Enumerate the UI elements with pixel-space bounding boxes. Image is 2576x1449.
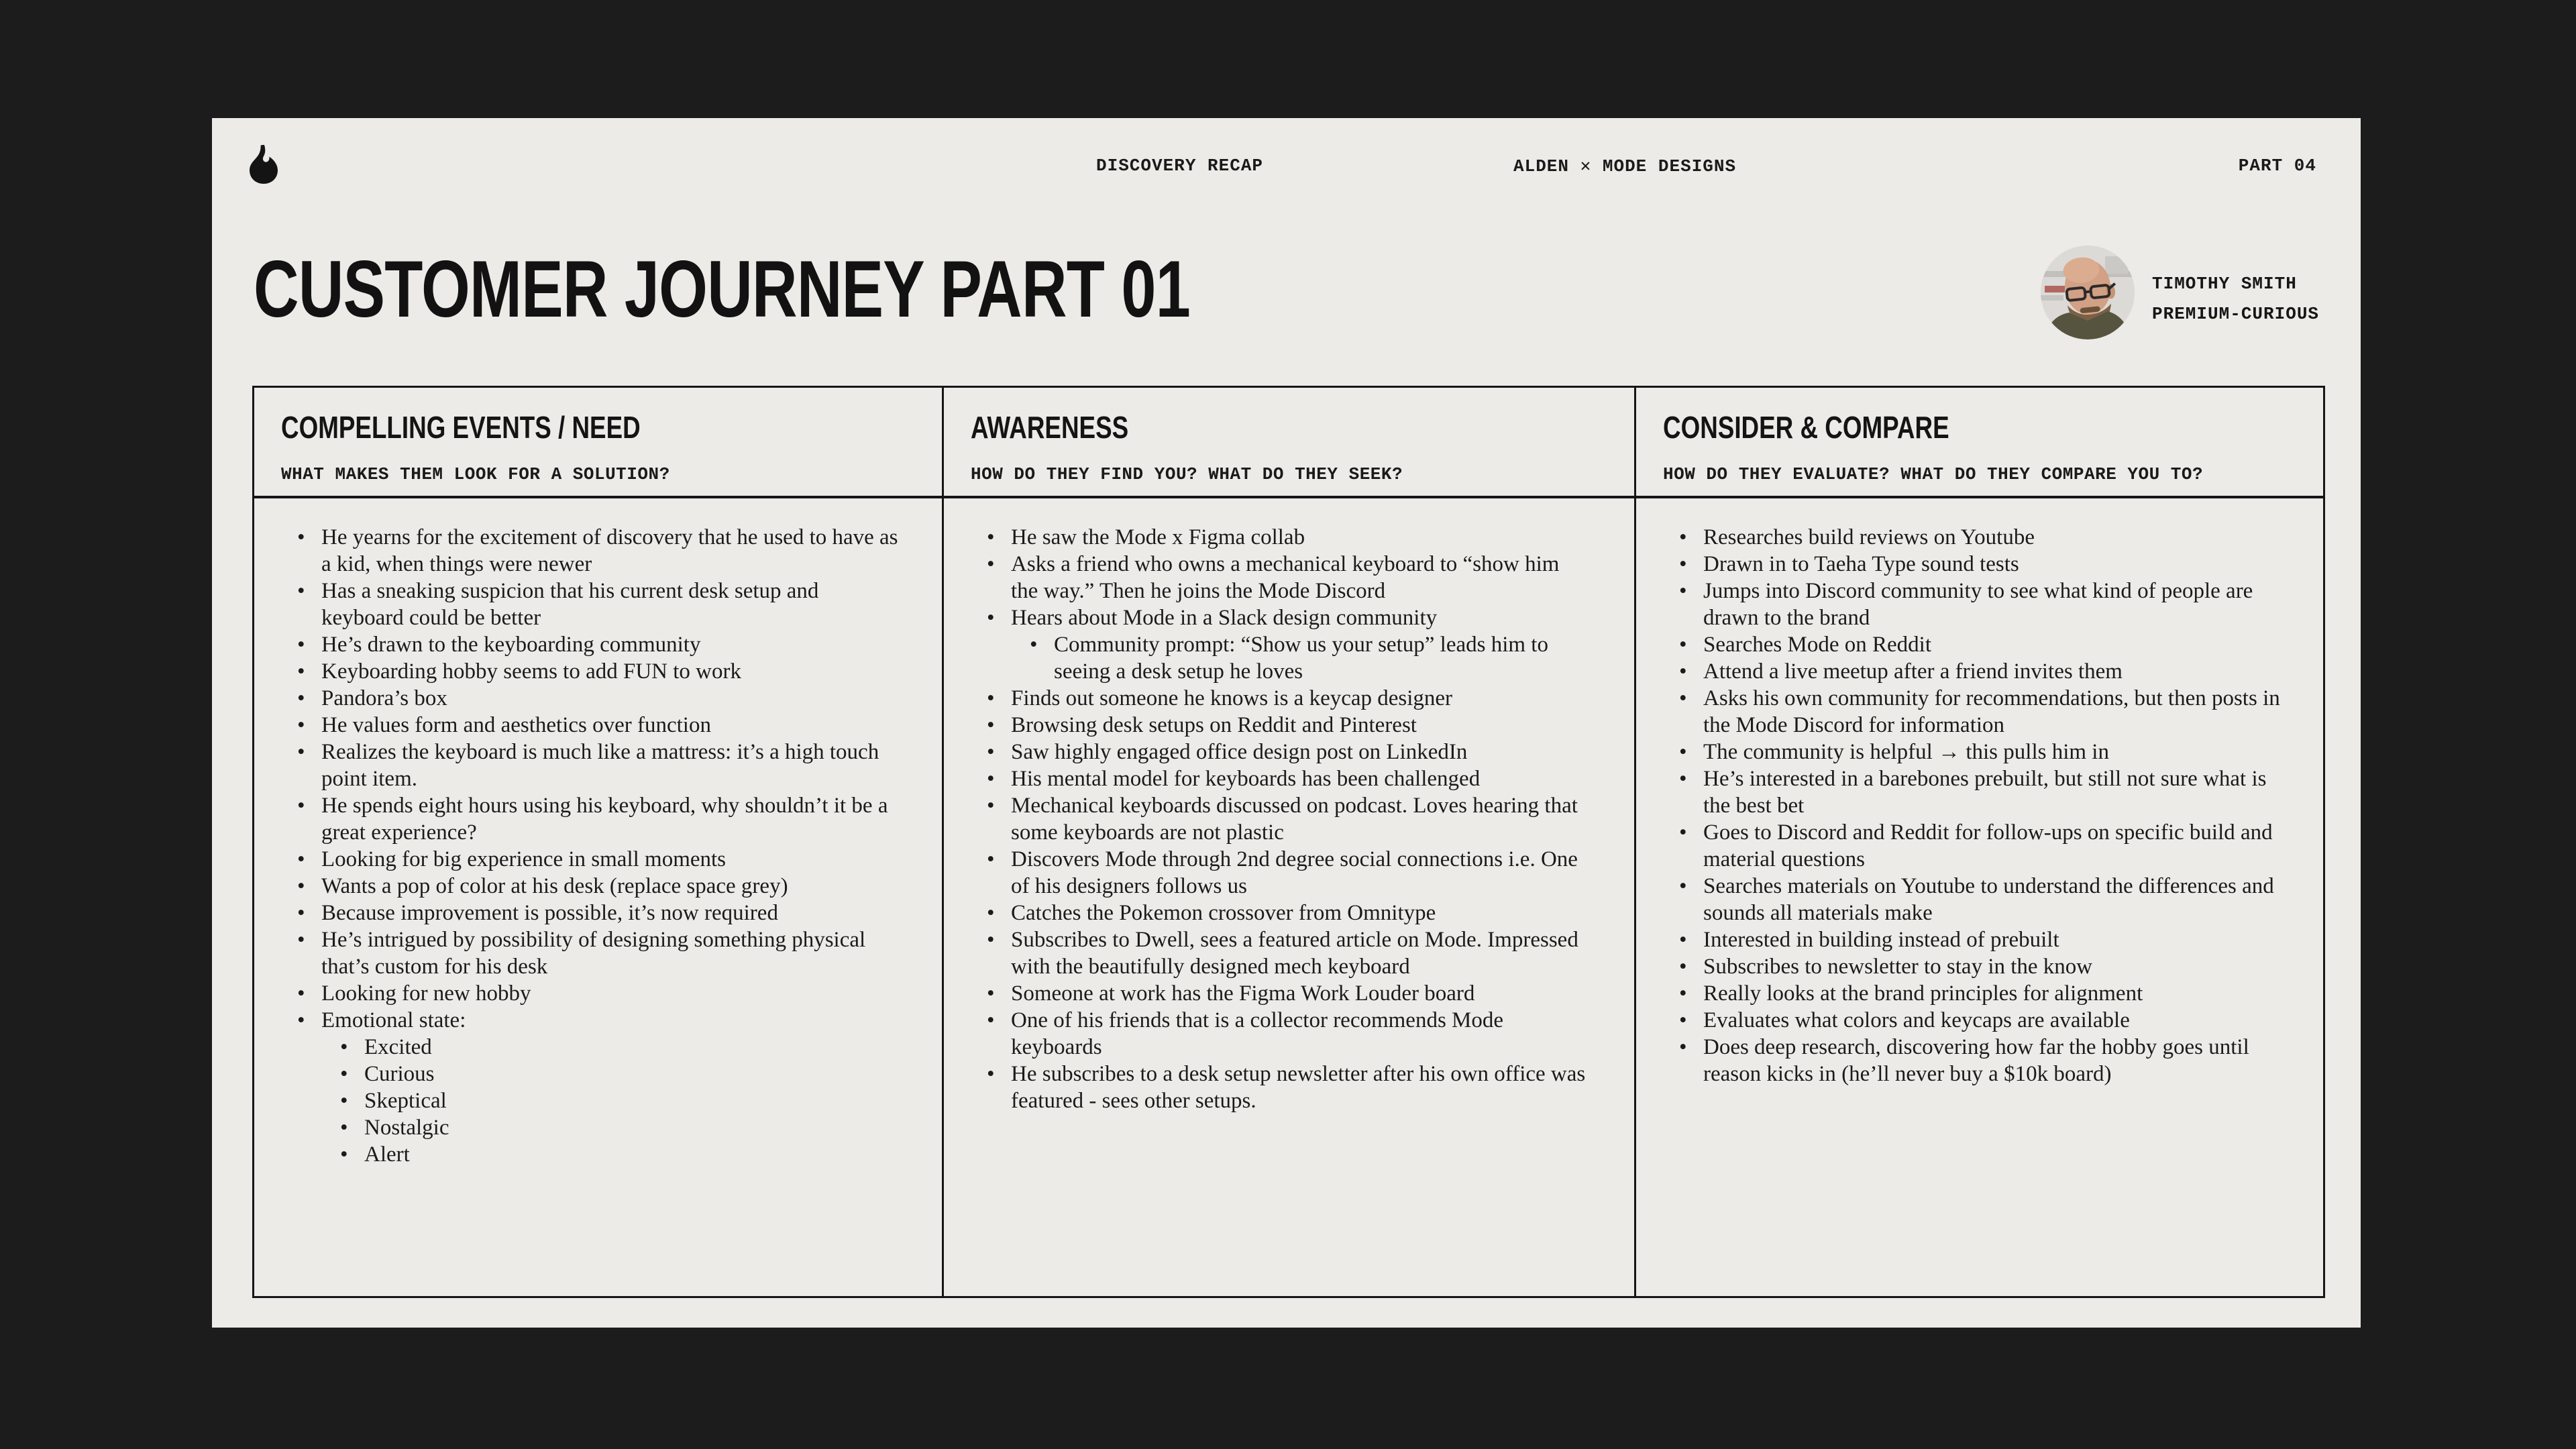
journey-subitem: [340, 1034, 899, 1061]
bullet-glyph: •: [1678, 955, 1687, 979]
bullet-glyph: •: [340, 1142, 348, 1167]
item-text: Attend a live meetup after a friend invites them: [1703, 659, 2123, 684]
item-text: Subscribes to newsletter to stay in the know: [1703, 955, 2093, 979]
bullet-glyph: •: [987, 686, 995, 710]
item-text: Goes to Discord and Reddit for follow-ups on specific build and material questions: [1703, 820, 2273, 871]
item-text: Hears about Mode in a Slack design community: [1011, 606, 1438, 630]
item-text: Realizes the keyboard is much like a mattress: it’s a high touch point item.: [321, 740, 879, 791]
item-text: He’s interested in a barebones prebuilt, but still not sure what is the best bet: [1703, 767, 2267, 818]
header-part-number: PART 04: [2238, 156, 2316, 176]
journey-item: [987, 765, 1591, 792]
item-text: Excited: [364, 1035, 432, 1059]
slide-card: [212, 118, 2361, 1328]
journey-item: [1679, 1007, 2280, 1034]
journey-item: [987, 980, 1591, 1007]
bullet-glyph: •: [297, 659, 305, 684]
item-text: He subscribes to a desk setup newsletter after his own office was featured - sees other setups.: [1011, 1062, 1586, 1113]
page-title: CUSTOMER JOURNEY PART 01: [254, 244, 1190, 334]
journey-item: [297, 524, 899, 578]
item-text: Nostalgic: [364, 1116, 449, 1140]
item-text: Someone at work has the Figma Work Louder board: [1011, 981, 1475, 1006]
item-text: Catches the Pokemon crossover from Omnitype: [1011, 901, 1436, 925]
journey-item: [297, 712, 899, 739]
bullet-glyph: •: [297, 686, 305, 710]
bullet-glyph: •: [297, 633, 305, 657]
journey-item: [297, 1007, 899, 1034]
journey-subitem: [340, 1061, 899, 1087]
journey-subitem: [1030, 631, 1591, 685]
journey-subitem: [340, 1087, 899, 1114]
column-list: [1634, 498, 2323, 1296]
bullet-glyph: •: [1678, 928, 1687, 952]
item-text: Subscribes to Dwell, sees a featured article on Mode. Impressed with the beautifully designed mech keyboard: [1011, 928, 1578, 979]
item-text: Evaluates what colors and keycaps are available: [1703, 1008, 2130, 1032]
journey-item: [1679, 739, 2280, 765]
journey-item: [297, 631, 899, 658]
column-title: COMPELLING EVENTS / NEED: [281, 410, 641, 445]
journey-item: [1679, 685, 2280, 739]
column-title: AWARENESS: [971, 410, 1129, 445]
column-header: [1634, 388, 2323, 498]
journey-item: [1679, 873, 2280, 926]
flame-logo-icon: [250, 145, 278, 184]
journey-item: [297, 685, 899, 712]
header-brand-collab: ALDEN ✕ MODE DESIGNS: [1513, 156, 1737, 176]
item-text: He spends eight hours using his keyboard, why shouldn’t it be a great experience?: [321, 794, 888, 845]
bullet-glyph: •: [1678, 633, 1687, 657]
bullet-glyph: •: [1678, 874, 1687, 898]
bullet-glyph: •: [987, 794, 995, 818]
item-text: He yearns for the excitement of discovery that he used to have as a kid, when things were newer: [321, 525, 898, 576]
bullet-glyph: •: [1678, 1008, 1687, 1032]
journey-item: [1679, 578, 2280, 631]
bullet-glyph: •: [297, 874, 305, 898]
journey-item: [987, 551, 1591, 604]
item-text: Jumps into Discord community to see what kind of people are drawn to the brand: [1703, 579, 2253, 630]
item-text: Drawn in to Taeha Type sound tests: [1703, 552, 2019, 576]
bullet-glyph: •: [297, 901, 305, 925]
item-text: Searches Mode on Reddit: [1703, 633, 1931, 657]
item-text: Does deep research, discovering how far the hobby goes until reason kicks in (he’ll never buy a $10k board): [1703, 1035, 2249, 1086]
item-text: Searches materials on Youtube to understand the differences and sounds all materials make: [1703, 874, 2274, 925]
item-text: He values form and aesthetics over function: [321, 713, 711, 737]
journey-item: [297, 873, 899, 900]
journey-item: [297, 900, 899, 926]
item-text: The community is helpful → this pulls him in: [1703, 740, 2109, 764]
journey-item: [1679, 819, 2280, 873]
bullet-glyph: •: [987, 713, 995, 737]
journey-item: [987, 1007, 1591, 1061]
journey-item: [297, 846, 899, 873]
journey-item: [987, 739, 1591, 765]
item-text: Emotional state:: [321, 1008, 466, 1032]
item-text: Looking for new hobby: [321, 981, 531, 1006]
column-list: [942, 498, 1634, 1296]
column-subtitle: WHAT MAKES THEM LOOK FOR A SOLUTION?: [281, 464, 670, 484]
journey-item: [297, 926, 899, 980]
item-text: Community prompt: “Show us your setup” leads him to seeing a desk setup he loves: [1054, 633, 1548, 684]
item-text: Looking for big experience in small moments: [321, 847, 727, 871]
item-text: Asks a friend who owns a mechanical keyboard to “show him the way.” Then he joins the Mode Discord: [1011, 552, 1560, 603]
bullet-glyph: •: [297, 847, 305, 871]
bullet-glyph: •: [987, 1008, 995, 1032]
journey-subitem: [340, 1114, 899, 1141]
bullet-glyph: •: [297, 713, 305, 737]
journey-item: [987, 1061, 1591, 1114]
item-text: Really looks at the brand principles for alignment: [1703, 981, 2143, 1006]
bullet-glyph: •: [1678, 525, 1687, 549]
journey-item: [987, 524, 1591, 551]
bullet-glyph: •: [1678, 820, 1687, 845]
avatar-photo-icon: [2041, 246, 2135, 339]
journey-item: [1679, 980, 2280, 1007]
bullet-glyph: •: [1678, 981, 1687, 1006]
bullet-glyph: •: [987, 767, 995, 791]
bullet-glyph: •: [297, 740, 305, 764]
bullet-glyph: •: [987, 981, 995, 1006]
item-text: Mechanical keyboards discussed on podcast. Loves hearing that some keyboards are not plastic: [1011, 794, 1578, 845]
journey-item: [1679, 953, 2280, 980]
column-subtitle: HOW DO THEY FIND YOU? WHAT DO THEY SEEK?: [971, 464, 1403, 484]
item-text: One of his friends that is a collector recommends Mode keyboards: [1011, 1008, 1504, 1059]
journey-item: [1679, 551, 2280, 578]
header-discovery-recap: DISCOVERY RECAP: [1096, 156, 1264, 176]
bullet-glyph: •: [297, 525, 305, 549]
bullet-glyph: •: [297, 1008, 305, 1032]
item-text: Browsing desk setups on Reddit and Pinterest: [1011, 713, 1417, 737]
item-text: He’s intrigued by possibility of designing something physical that’s custom for his desk: [321, 928, 866, 979]
bullet-glyph: •: [1678, 579, 1687, 603]
column-list: [254, 498, 942, 1296]
item-text: Pandora’s box: [321, 686, 447, 710]
journey-item: [987, 926, 1591, 980]
item-text: His mental model for keyboards has been challenged: [1011, 767, 1481, 791]
item-text: Alert: [364, 1142, 410, 1167]
bullet-glyph: •: [1678, 740, 1687, 764]
bullet-glyph: •: [297, 794, 305, 818]
journey-item: [1679, 524, 2280, 551]
bullet-glyph: •: [1030, 633, 1038, 657]
item-text: He saw the Mode x Figma collab: [1011, 525, 1305, 549]
column-header: [942, 388, 1634, 498]
persona-avatar: [2041, 246, 2135, 339]
column-title: CONSIDER & COMPARE: [1662, 410, 1949, 445]
journey-item: [1679, 1034, 2280, 1087]
bullet-glyph: •: [987, 928, 995, 952]
item-text: Skeptical: [364, 1089, 447, 1113]
item-text: Wants a pop of color at his desk (replace space grey): [321, 874, 788, 898]
journey-item: [987, 604, 1591, 631]
journey-table: [252, 386, 2325, 1298]
item-text: Asks his own community for recommendations, but then posts in the Mode Discord for information: [1703, 686, 2280, 737]
bullet-glyph: •: [340, 1035, 348, 1059]
bullet-glyph: •: [1678, 659, 1687, 684]
journey-item: [297, 658, 899, 685]
bullet-glyph: •: [1678, 686, 1687, 710]
journey-item: [987, 792, 1591, 846]
journey-item: [297, 578, 899, 631]
item-text: He’s drawn to the keyboarding community: [321, 633, 701, 657]
item-text: Keyboarding hobby seems to add FUN to work: [321, 659, 742, 684]
bullet-glyph: •: [987, 552, 995, 576]
journey-item: [987, 685, 1591, 712]
bullet-glyph: •: [340, 1062, 348, 1086]
bullet-glyph: •: [1678, 1035, 1687, 1059]
bullet-glyph: •: [297, 981, 305, 1006]
journey-item: [297, 792, 899, 846]
item-text: Has a sneaking suspicion that his current desk setup and keyboard could be better: [321, 579, 819, 630]
journey-item: [1679, 631, 2280, 658]
column-subtitle: HOW DO THEY EVALUATE? WHAT DO THEY COMPARE YOU TO?: [1662, 464, 2204, 484]
item-text: Finds out someone he knows is a keycap designer: [1011, 686, 1453, 710]
item-text: Because improvement is possible, it’s now required: [321, 901, 778, 925]
journey-item: [987, 712, 1591, 739]
journey-item: [297, 739, 899, 792]
journey-item: [987, 846, 1591, 900]
persona-descriptor: PREMIUM-CURIOUS: [2152, 304, 2320, 324]
bullet-glyph: •: [987, 1062, 995, 1086]
bullet-glyph: •: [340, 1116, 348, 1140]
bullet-glyph: •: [987, 901, 995, 925]
item-text: Saw highly engaged office design post on LinkedIn: [1011, 740, 1468, 764]
bullet-glyph: •: [987, 740, 995, 764]
journey-subitem: [340, 1141, 899, 1168]
bullet-glyph: •: [1678, 767, 1687, 791]
column-header: [254, 388, 942, 498]
persona-name: TIMOTHY SMITH: [2152, 274, 2297, 294]
journey-item: [1679, 658, 2280, 685]
journey-item: [987, 900, 1591, 926]
journey-item: [1679, 765, 2280, 819]
bullet-glyph: •: [987, 606, 995, 630]
bullet-glyph: •: [1678, 552, 1687, 576]
bullet-glyph: •: [987, 525, 995, 549]
bullet-glyph: •: [987, 847, 995, 871]
item-text: Discovers Mode through 2nd degree social connections i.e. One of his designers follows us: [1011, 847, 1578, 898]
item-text: Curious: [364, 1062, 435, 1086]
bullet-glyph: •: [297, 579, 305, 603]
item-text: Interested in building instead of prebuilt: [1703, 928, 2059, 952]
journey-item: [1679, 926, 2280, 953]
journey-item: [297, 980, 899, 1007]
item-text: Researches build reviews on Youtube: [1703, 525, 2035, 549]
bullet-glyph: •: [297, 928, 305, 952]
bullet-glyph: •: [340, 1089, 348, 1113]
